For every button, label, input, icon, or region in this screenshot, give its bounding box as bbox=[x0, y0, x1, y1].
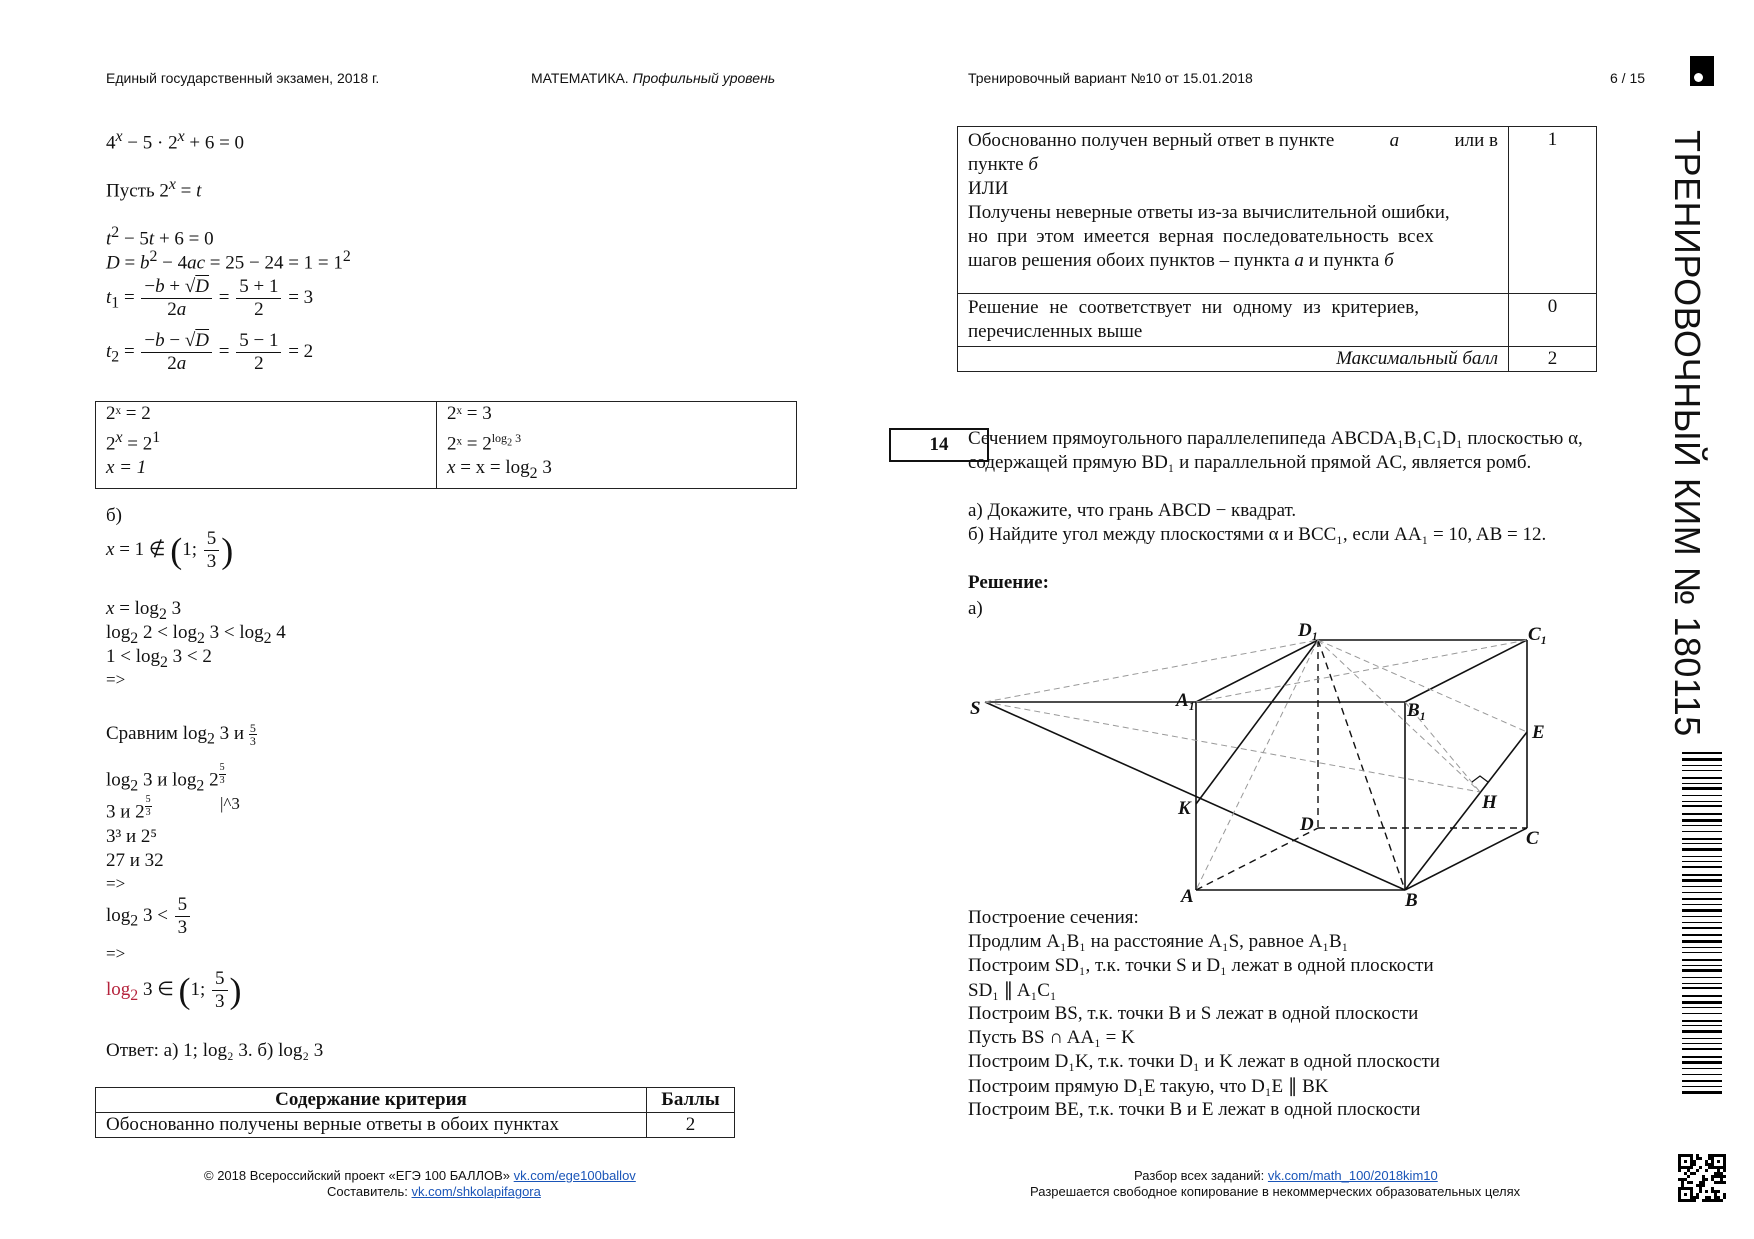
compare-line-3: 3 и 2 $^{\frac{5}{3}}$ bbox=[106, 794, 151, 823]
cases-table bbox=[95, 401, 797, 489]
root-t2: $t_2$ = $\frac{-b - √D}{2a}$ = $\frac{5 - 1}{2}$ = 2 bbox=[106, 330, 314, 374]
criteria-header: Содержание критерия bbox=[96, 1088, 647, 1113]
barcode bbox=[1682, 752, 1724, 1100]
criteria-row-r2: Решение не соответствует ни одному из критериев, перечисленных выше bbox=[958, 294, 1509, 347]
line-d1a bbox=[1196, 640, 1318, 890]
solution-part-a: а) bbox=[968, 598, 983, 619]
power-note: |^3 bbox=[220, 794, 240, 813]
criteria-row-r2-points: 0 bbox=[1509, 294, 1597, 347]
label-k: K bbox=[1178, 798, 1191, 819]
label-c: C bbox=[1526, 828, 1539, 849]
x-log: $x = \log_2 3$ bbox=[106, 598, 182, 623]
solution-label: Решение: bbox=[968, 572, 1049, 593]
compare-line-2: $\log_2 3$ и $\log_2 2$ $^{\frac{5}{3}}$ bbox=[106, 762, 225, 795]
criteria-row-1-points: 2 bbox=[647, 1113, 735, 1138]
edge-bc bbox=[1405, 828, 1527, 890]
construction-7: Построим прямую D₁E такую, что D₁E ∥ BK bbox=[968, 1076, 1329, 1097]
parallelepiped-figure bbox=[960, 610, 1580, 910]
construction-8: Построим BE, т.к. точки B и E лежат в одной плоскости bbox=[968, 1099, 1421, 1120]
side-banner: ТРЕНИРОВОЧНЫЙ КИМ № 180115 bbox=[1667, 130, 1708, 737]
line-sb bbox=[985, 702, 1405, 890]
implies-2: => bbox=[106, 874, 126, 893]
quadratic: $t^2 - 5t + 6 = 0$ bbox=[106, 224, 214, 250]
criteria-table-left bbox=[95, 1087, 735, 1138]
footer-license: Разрешается свободное копирование в некоммерческих образовательных целях bbox=[1030, 1184, 1521, 1199]
footer-link-ege[interactable]: vk.com/ege100ballov bbox=[513, 1168, 636, 1183]
equation-main: $4^x - 5 \cdot 2^x + 6 = 0$ bbox=[106, 128, 245, 154]
qr-code bbox=[1678, 1154, 1726, 1202]
compare-line-4: 3³ и 2⁵ bbox=[106, 826, 157, 847]
criteria-row-r1: Обоснованно получен верный ответ в пункте а или в пункте б ИЛИ Получены неверные ответы из-за вычислительной ошибки, но при этом имеется верная последовательность всех шагов решения обоих пунктов – пункта а и пункта б bbox=[958, 127, 1509, 294]
label-a1: A₁ bbox=[1176, 690, 1196, 711]
criteria-row-r1-points: 1 bbox=[1509, 127, 1597, 294]
implies-3: => bbox=[106, 944, 126, 963]
answer: Ответ: а) 1; log₂ 3. б) log₂ 3 bbox=[106, 1040, 324, 1061]
max-score-value: 2 bbox=[1509, 347, 1597, 372]
construction-3: SD₁ ∥ A₁C₁ bbox=[968, 980, 1057, 1001]
criteria-row-1: Обоснованно получены верные ответы в обоих пунктах bbox=[96, 1113, 647, 1138]
label-b1: B₁ bbox=[1407, 700, 1427, 721]
footer-link-author[interactable]: vk.com/shkolapifagora bbox=[411, 1184, 541, 1199]
edge-a1d1 bbox=[1196, 640, 1318, 702]
diag-a1c1 bbox=[1196, 640, 1527, 702]
log-in-interval: $\log_2 3$ ∈ (1; $\frac{5}{3}$ ) bbox=[106, 968, 242, 1012]
footer-author: Составитель: vk.com/shkolapifagora bbox=[327, 1184, 541, 1199]
label-a: A bbox=[1181, 886, 1194, 907]
label-b: B bbox=[1405, 890, 1418, 910]
label-h: H bbox=[1482, 792, 1497, 813]
line-sd1 bbox=[985, 640, 1318, 702]
root-t1: $t_1$ = $\frac{-b + √D}{2a}$ = $\frac{5 + 1}{2}$ = 3 bbox=[106, 276, 314, 320]
header-left: Единый государственный экзамен, 2018 г. bbox=[106, 70, 380, 86]
label-e: E bbox=[1532, 722, 1545, 743]
implies-1: => bbox=[106, 670, 126, 689]
edge-b1c1 bbox=[1405, 640, 1527, 702]
construction-4: Построим BS, т.к. точки B и S лежат в одной плоскости bbox=[968, 1003, 1419, 1024]
max-score-label: Максимальный балл bbox=[958, 347, 1509, 372]
log-bounds: $\log_2 2 < \log_2 3 < \log_2 4$ bbox=[106, 622, 286, 647]
compare-line: Сравним $\log_2 3$ и $\frac{5}{3}$ bbox=[106, 721, 256, 748]
compare-line-5: 27 и 32 bbox=[106, 850, 164, 871]
task-part-b: б) Найдите угол между плоскостями α и BCC₁, если AA₁ = 10, AB = 12. bbox=[968, 524, 1547, 545]
construction-0: Построение сечения: bbox=[968, 907, 1139, 928]
right-angle-mark bbox=[1472, 776, 1488, 782]
construction-6: Построим D₁K, т.к. точки D₁ и K лежат в одной плоскости bbox=[968, 1051, 1440, 1072]
construction-5: Пусть BS ∩ AA₁ = K bbox=[968, 1027, 1135, 1048]
corner-mark bbox=[1690, 56, 1714, 86]
task-line-1: Сечением прямоугольного параллелепипеда ABCDA₁B₁C₁D₁ плоскостью α, bbox=[968, 428, 1583, 449]
header-right: Тренировочный вариант №10 от 15.01.2018 bbox=[968, 70, 1253, 86]
points-header: Баллы bbox=[647, 1088, 735, 1113]
part-b-label: б) bbox=[106, 505, 122, 526]
line-d1h bbox=[1318, 640, 1480, 792]
page-number: 6 / 15 bbox=[1610, 70, 1646, 86]
footer-analysis: Разбор всех заданий: vk.com/math_100/2018kim10 bbox=[1134, 1168, 1438, 1183]
header-center: МАТЕМАТИКА. Профильный уровень bbox=[531, 70, 776, 86]
label-d1: D₁ bbox=[1298, 620, 1319, 641]
check-x1: x = 1 ∉ (1; $\frac{5}{3}$ ) bbox=[106, 528, 234, 572]
task-line-2: содержащей прямую BD₁ и параллельной прямой AC, является ромб. bbox=[968, 452, 1532, 473]
construction-2: Построим SD₁, т.к. точки S и D₁ лежат в одной плоскости bbox=[968, 955, 1434, 976]
log-less: $\log_2 3$ < $\frac{5}{3}$ bbox=[106, 894, 192, 939]
task-number-box: 14 bbox=[889, 428, 989, 462]
let-line: Пусть $2^x = t$ bbox=[106, 176, 202, 202]
case-left: 2ˣ = 2 $2^x = 2^1$ x = 1 bbox=[96, 402, 437, 489]
label-c1: C₁ bbox=[1528, 624, 1548, 645]
criteria-table-right bbox=[957, 126, 1597, 372]
log-bounds-2: $1 < \log_2 3 < 2$ bbox=[106, 646, 212, 671]
label-d: D bbox=[1300, 814, 1314, 835]
case-right: 2ˣ = 3 2ˣ = $2^{log_2 3}$ $x = x = \log_2 3$ bbox=[437, 402, 797, 489]
discriminant: $D = b^2 - 4ac = 25 - 24 = 1 = 1^2$ bbox=[106, 248, 351, 274]
line-be bbox=[1405, 732, 1527, 890]
footer-link-analysis[interactable]: vk.com/math_100/2018kim10 bbox=[1267, 1168, 1438, 1183]
footer-copyright: © 2018 Всероссийский проект «ЕГЭ 100 БАЛЛОВ» vk.com/ege100ballov bbox=[204, 1168, 636, 1183]
construction-1: Продлим A₁B₁ на расстояние A₁S, равное A₁B₁ bbox=[968, 931, 1349, 952]
task-part-a: а) Докажите, что грань ABCD − квадрат. bbox=[968, 500, 1297, 521]
line-d1k bbox=[1196, 640, 1318, 804]
edge-ad bbox=[1196, 828, 1318, 890]
label-s: S bbox=[970, 698, 981, 719]
